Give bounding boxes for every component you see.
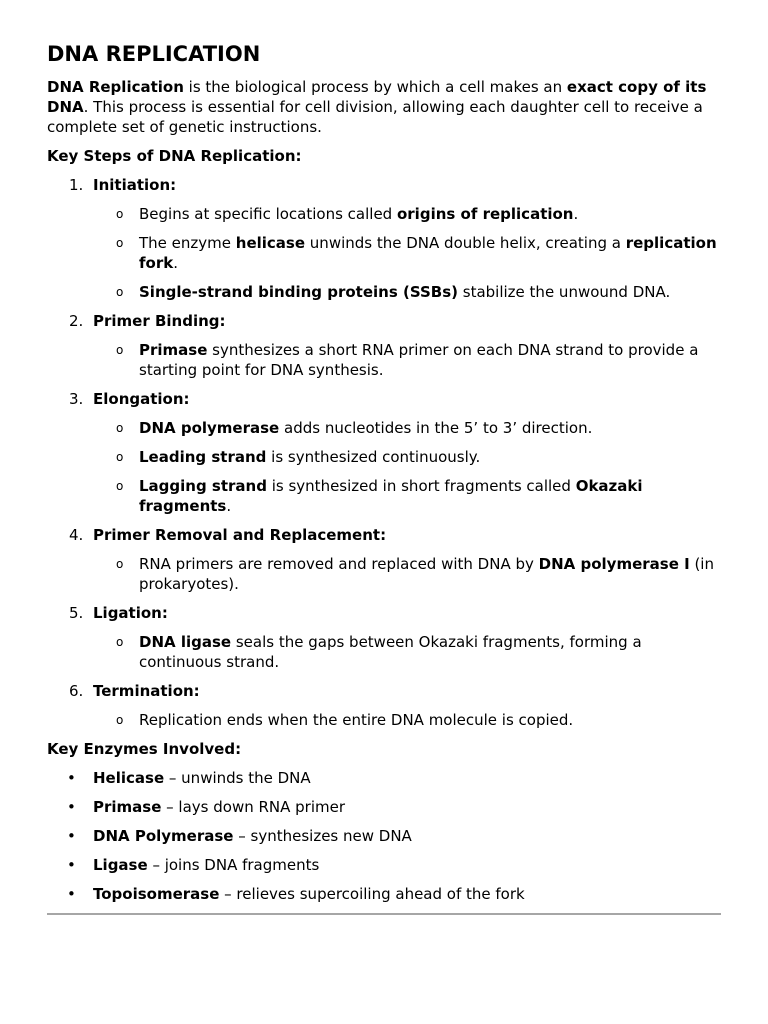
circle-bullet-icon: o bbox=[116, 713, 124, 727]
enzyme-name: Primase bbox=[93, 798, 162, 816]
sub-text: unwinds the DNA double helix, creating a bbox=[305, 234, 626, 252]
sub-item bbox=[47, 418, 721, 438]
enzyme-item bbox=[47, 768, 721, 788]
sub-bold: Lagging strand bbox=[139, 477, 267, 495]
enzyme-item bbox=[47, 855, 721, 875]
document-title: DNA REPLICATION bbox=[47, 42, 261, 66]
bullet-icon: • bbox=[67, 885, 76, 903]
sub-bold: Single-strand binding proteins (SSBs) bbox=[139, 283, 458, 301]
enzyme-item bbox=[47, 884, 721, 904]
sub-text: . bbox=[226, 497, 232, 515]
sub-bold: Primase bbox=[139, 341, 208, 359]
step-item bbox=[47, 175, 721, 302]
step-title bbox=[47, 175, 721, 195]
step-item bbox=[47, 681, 721, 730]
sub-text: RNA primers are removed and replaced with DNA by bbox=[139, 555, 539, 573]
enzyme-item bbox=[47, 797, 721, 817]
step-item bbox=[47, 525, 721, 594]
intro-bold-term: DNA Replication bbox=[47, 78, 184, 96]
step-number: 1. bbox=[69, 176, 84, 194]
step-item bbox=[47, 389, 721, 516]
sub-text: is synthesized continuously. bbox=[266, 448, 481, 466]
bullet-icon: • bbox=[67, 769, 76, 787]
circle-bullet-icon: o bbox=[116, 479, 124, 493]
step-title bbox=[47, 389, 721, 409]
step-number: 6. bbox=[69, 682, 84, 700]
bullet-icon: • bbox=[67, 856, 76, 874]
step-number: 4. bbox=[69, 526, 84, 544]
sub-item bbox=[47, 447, 721, 467]
step-sub-list bbox=[47, 632, 721, 672]
enzyme-name: Topoisomerase bbox=[93, 885, 220, 903]
circle-bullet-icon: o bbox=[116, 450, 124, 464]
enzymes-heading: Key Enzymes Involved: bbox=[47, 740, 242, 758]
step-title bbox=[47, 311, 721, 331]
enzymes-list bbox=[47, 768, 721, 904]
steps-list bbox=[47, 175, 721, 730]
sub-text: Begins at specific locations called bbox=[139, 205, 397, 223]
step-title-text: Termination: bbox=[93, 682, 200, 700]
sub-item bbox=[47, 710, 721, 730]
enzyme-description: – relieves supercoiling ahead of the fork bbox=[219, 885, 525, 903]
step-sub-list bbox=[47, 340, 721, 380]
intro-bold-phrase: exact copy of its DNA bbox=[47, 78, 707, 116]
sub-bold: origins of replication bbox=[396, 205, 574, 223]
circle-bullet-icon: o bbox=[116, 207, 124, 221]
sub-item bbox=[47, 554, 721, 594]
circle-bullet-icon: o bbox=[116, 421, 124, 435]
step-sub-list bbox=[47, 710, 721, 730]
sub-text: The enzyme bbox=[139, 234, 236, 252]
step-title-text: Initiation: bbox=[93, 176, 177, 194]
step-sub-list bbox=[47, 418, 721, 516]
step-number: 2. bbox=[69, 312, 84, 330]
sub-item bbox=[47, 282, 721, 302]
enzyme-item bbox=[47, 826, 721, 846]
step-title-text: Primer Removal and Replacement: bbox=[93, 526, 387, 544]
circle-bullet-icon: o bbox=[116, 635, 124, 649]
step-title-text: Elongation: bbox=[93, 390, 190, 408]
circle-bullet-icon: o bbox=[116, 236, 124, 250]
sub-text: is synthesized in short fragments called bbox=[266, 477, 576, 495]
sub-text: Replication ends when the entire DNA molecule is copied. bbox=[139, 711, 574, 729]
enzyme-description: – joins DNA fragments bbox=[147, 856, 320, 874]
sub-text: adds nucleotides in the 5’ to 3’ direction. bbox=[279, 419, 593, 437]
sub-bold: DNA ligase bbox=[139, 633, 232, 651]
sub-text: . bbox=[573, 205, 579, 223]
sub-item bbox=[47, 233, 721, 273]
sub-bold: replication fork bbox=[139, 234, 717, 272]
sub-item bbox=[47, 340, 721, 380]
step-title bbox=[47, 525, 721, 545]
sub-text: . bbox=[173, 254, 178, 272]
sub-bold: DNA polymerase I bbox=[538, 555, 690, 573]
sub-bold: DNA polymerase bbox=[139, 419, 280, 437]
sub-bold: Okazaki fragments bbox=[139, 477, 643, 515]
step-title bbox=[47, 681, 721, 701]
sub-text: synthesizes a short RNA primer on each DNA strand to provide a starting point for DNA synthesis. bbox=[139, 341, 699, 379]
step-item bbox=[47, 603, 721, 672]
sub-text: (in prokaryotes). bbox=[139, 555, 714, 593]
horizontal-rule bbox=[47, 913, 721, 915]
intro-paragraph bbox=[47, 77, 721, 137]
enzyme-name: Ligase bbox=[93, 856, 148, 874]
step-title-text: Primer Binding: bbox=[93, 312, 226, 330]
circle-bullet-icon: o bbox=[116, 557, 124, 571]
sub-item bbox=[47, 204, 721, 224]
step-sub-list bbox=[47, 204, 721, 302]
sub-bold: helicase bbox=[235, 234, 306, 252]
sub-item bbox=[47, 476, 721, 516]
step-sub-list bbox=[47, 554, 721, 594]
enzyme-description: – lays down RNA primer bbox=[161, 798, 346, 816]
steps-heading: Key Steps of DNA Replication: bbox=[47, 147, 302, 165]
step-number: 5. bbox=[69, 604, 84, 622]
step-item bbox=[47, 311, 721, 380]
bullet-icon: • bbox=[67, 827, 76, 845]
sub-text: seals the gaps between Okazaki fragments, forming a continuous strand. bbox=[139, 633, 642, 671]
intro-text: . This process is essential for cell division, allowing each daughter cell to receive a complete set of genetic instructions. bbox=[47, 98, 703, 136]
intro-text: is the biological process by which a cell makes an bbox=[183, 78, 567, 96]
sub-item bbox=[47, 632, 721, 672]
sub-text: stabilize the unwound DNA. bbox=[458, 283, 671, 301]
sub-bold: Leading strand bbox=[139, 448, 267, 466]
enzyme-name: Helicase bbox=[93, 769, 165, 787]
circle-bullet-icon: o bbox=[116, 343, 124, 357]
enzyme-description: – synthesizes new DNA bbox=[233, 827, 412, 845]
enzyme-description: – unwinds the DNA bbox=[164, 769, 311, 787]
circle-bullet-icon: o bbox=[116, 285, 124, 299]
bullet-icon: • bbox=[67, 798, 76, 816]
step-title bbox=[47, 603, 721, 623]
enzyme-name: DNA Polymerase bbox=[93, 827, 234, 845]
step-number: 3. bbox=[69, 390, 84, 408]
step-title-text: Ligation: bbox=[93, 604, 168, 622]
